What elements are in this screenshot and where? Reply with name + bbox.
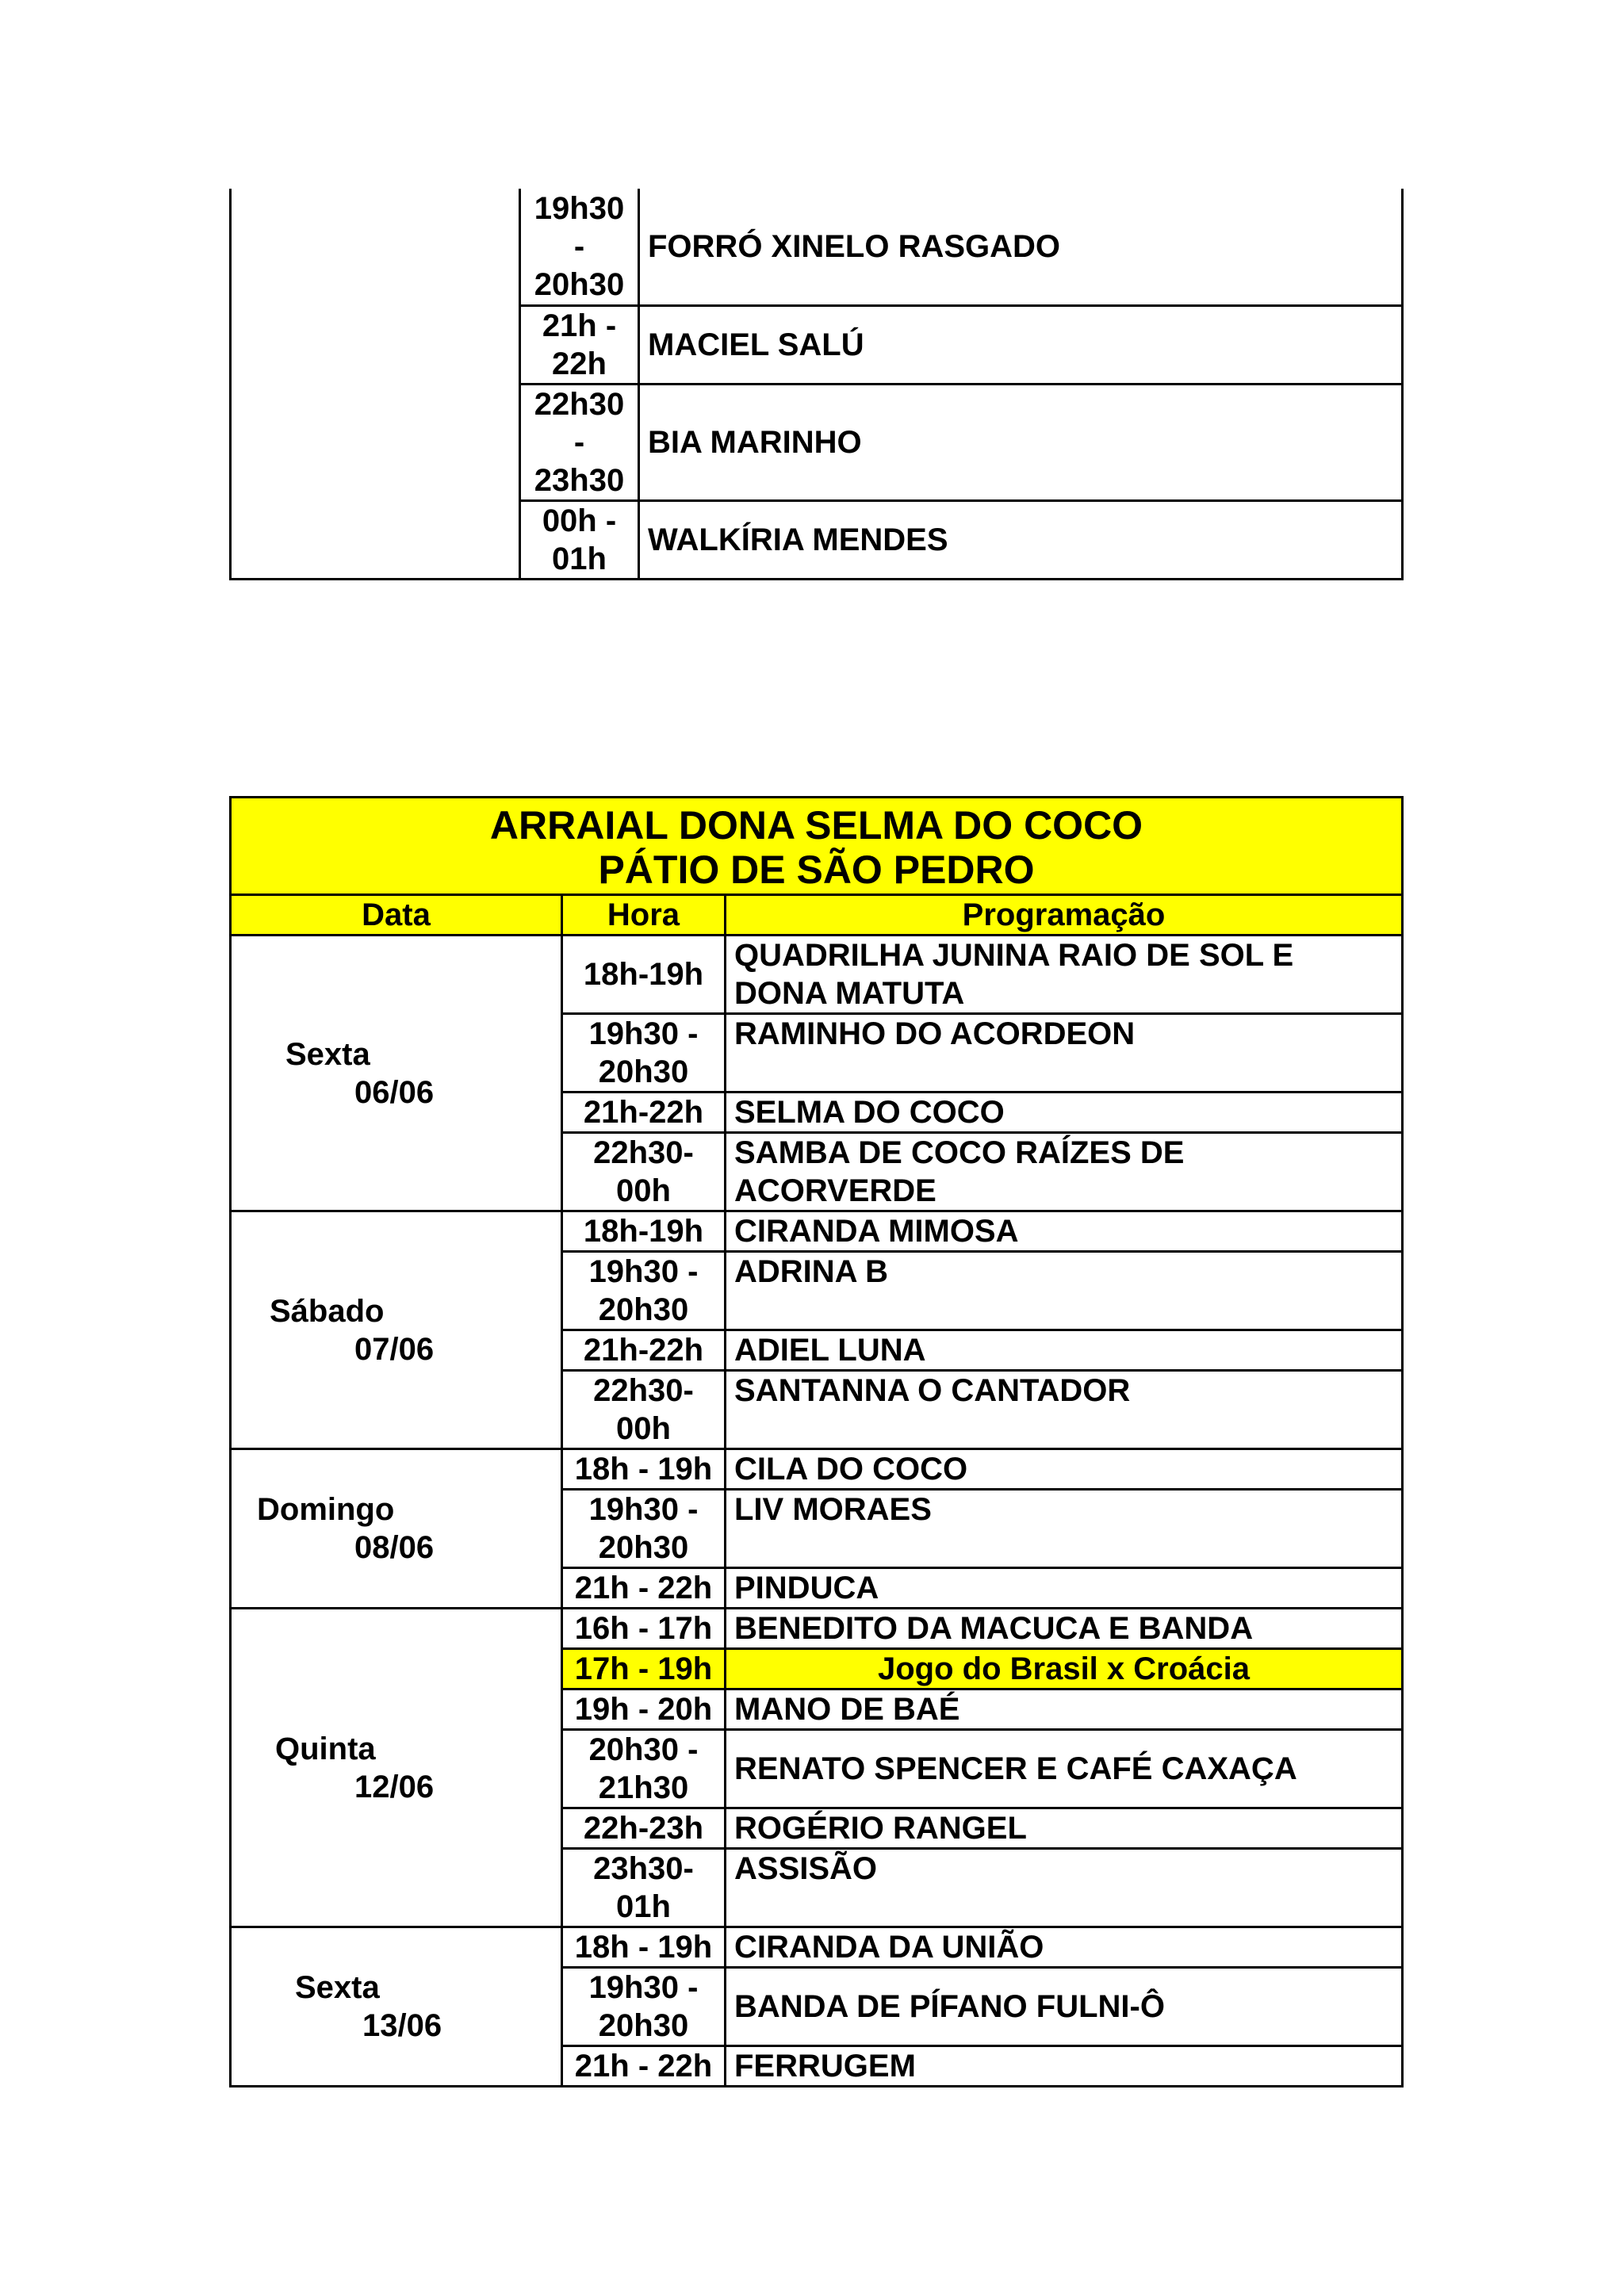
program-cell: BENEDITO DA MACUCA E BANDA: [726, 1609, 1403, 1649]
title-row: [231, 798, 1403, 895]
time-cell: 16h - 17h: [562, 1609, 726, 1649]
program-cell: [639, 384, 1403, 500]
time-text: 22h30 - 23h30: [534, 386, 625, 498]
program-cell: SELMA DO COCO: [726, 1093, 1403, 1133]
table-row: [231, 1927, 1403, 1968]
time-cell: 21h - 22h: [562, 1568, 726, 1609]
program-cell: BANDA DE PÍFANO FULNI-Ô: [726, 1968, 1403, 2046]
day-name: Sexta: [285, 1036, 370, 1072]
arraial-schedule-table: [229, 796, 1404, 2087]
time-text: 19h30 - 20h30: [534, 190, 625, 302]
date-cell: [231, 1449, 562, 1609]
program-cell: ADIEL LUNA: [726, 1330, 1403, 1371]
header-program: Programação: [726, 895, 1403, 936]
time-cell: 19h30 - 20h30: [562, 1490, 726, 1568]
time-cell: 18h - 19h: [562, 1927, 726, 1968]
day-date: 06/06: [354, 1074, 435, 1110]
day-date: 07/06: [354, 1331, 435, 1367]
time-cell: 19h - 20h: [562, 1689, 726, 1730]
time-cell: [520, 305, 639, 384]
program-cell: CILA DO COCO: [726, 1449, 1403, 1490]
table-title: [231, 798, 1403, 895]
program-cell: CIRANDA MIMOSA: [726, 1211, 1403, 1252]
program-cell: CIRANDA DA UNIÃO: [726, 1927, 1403, 1968]
time-cell: [520, 500, 639, 579]
program-cell: SAMBA DE COCO RAÍZES DE ACORVERDE: [726, 1133, 1403, 1211]
program-text: FORRÓ XINELO RASGADO: [648, 228, 1061, 264]
table-row: [231, 189, 1403, 305]
day-name: Quinta: [275, 1731, 376, 1766]
time-cell: 20h30 - 21h30: [562, 1730, 726, 1808]
table-row: [231, 936, 1403, 1014]
header-time: Hora: [562, 895, 726, 936]
program-cell-highlight: Jogo do Brasil x Croácia: [726, 1649, 1403, 1689]
time-cell: 18h - 19h: [562, 1449, 726, 1490]
time-cell: 22h-23h: [562, 1808, 726, 1849]
time-cell: 19h30 - 20h30: [562, 1014, 726, 1093]
table-row: [231, 1449, 1403, 1490]
time-cell: [520, 189, 639, 305]
date-cell: [231, 936, 562, 1211]
program-cell: MANO DE BAÉ: [726, 1689, 1403, 1730]
day-date: 13/06: [362, 2008, 442, 2043]
program-text: MACIEL SALÚ: [648, 327, 864, 362]
time-cell: 22h30- 00h: [562, 1371, 726, 1449]
table-row: [231, 1211, 1403, 1252]
program-cell: [639, 500, 1403, 579]
date-cell: [231, 1609, 562, 1927]
program-cell: [639, 189, 1403, 305]
program-cell: ASSISÃO: [726, 1849, 1403, 1927]
time-cell: 18h-19h: [562, 936, 726, 1014]
time-cell: 19h30 - 20h30: [562, 1968, 726, 2046]
day-date: 12/06: [354, 1769, 435, 1804]
program-cell: ADRINA B: [726, 1252, 1403, 1330]
program-cell: SANTANNA O CANTADOR: [726, 1371, 1403, 1449]
program-text: WALKÍRIA MENDES: [648, 522, 948, 557]
time-cell: 22h30- 00h: [562, 1133, 726, 1211]
program-cell: QUADRILHA JUNINA RAIO DE SOL E DONA MATUTA: [726, 936, 1403, 1014]
header-date: Data: [231, 895, 562, 936]
program-cell: [639, 305, 1403, 384]
time-cell: 17h - 19h: [562, 1649, 726, 1689]
day-name: Sábado: [270, 1293, 385, 1329]
time-cell: 19h30 - 20h30: [562, 1252, 726, 1330]
program-cell: FERRUGEM: [726, 2046, 1403, 2087]
header-row: [231, 895, 1403, 936]
time-cell: 23h30- 01h: [562, 1849, 726, 1927]
title-line-1: ARRAIAL DONA SELMA DO COCO: [489, 803, 1143, 848]
program-cell: PINDUCA: [726, 1568, 1403, 1609]
time-text: 00h - 01h: [542, 503, 617, 576]
day-name: Sexta: [295, 1970, 380, 2005]
time-cell: 18h-19h: [562, 1211, 726, 1252]
date-cell: [231, 1927, 562, 2087]
date-cell-empty: [231, 189, 520, 579]
program-cell: LIV MORAES: [726, 1490, 1403, 1568]
time-cell: 21h-22h: [562, 1093, 726, 1133]
day-date: 08/06: [354, 1530, 435, 1565]
program-cell: RAMINHO DO ACORDEON: [726, 1014, 1403, 1093]
program-text: BIA MARINHO: [648, 424, 862, 460]
date-cell: [231, 1211, 562, 1449]
time-cell: [520, 384, 639, 500]
program-cell: RENATO SPENCER E CAFÉ CAXAÇA: [726, 1730, 1403, 1808]
program-cell: ROGÉRIO RANGEL: [726, 1808, 1403, 1849]
title-line-2: PÁTIO DE SÃO PEDRO: [598, 848, 1035, 892]
time-text: 21h - 22h: [542, 308, 617, 381]
day-name: Domingo: [257, 1492, 395, 1527]
time-cell: 21h - 22h: [562, 2046, 726, 2087]
time-cell: 21h-22h: [562, 1330, 726, 1371]
table-row: [231, 1609, 1403, 1649]
previous-schedule-table: [229, 189, 1404, 580]
